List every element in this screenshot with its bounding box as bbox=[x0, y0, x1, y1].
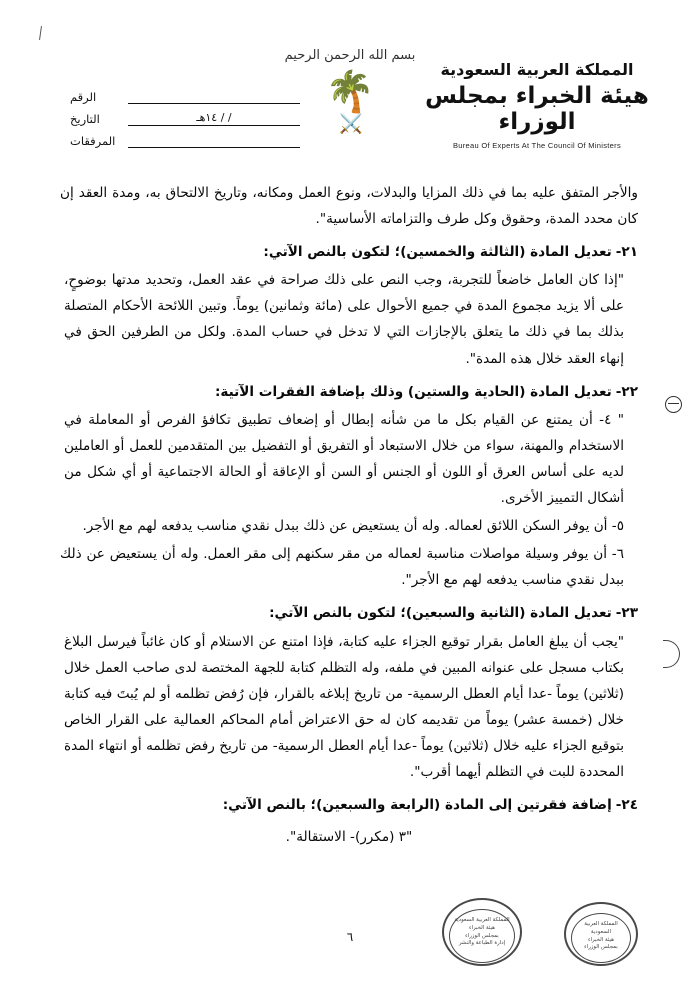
kingdom-title: المملكة العربية السعودية bbox=[440, 60, 634, 79]
field-row-number bbox=[70, 82, 300, 104]
clause-22-paragraph-5: ٥- أن يوفر السكن اللائق لعماله. وله أن يستعيض عن ذلك ببدل نقدي مناسب يدفعه لهم مع الأجر. bbox=[82, 518, 624, 535]
date-value: / / ١٤هـ bbox=[196, 111, 232, 124]
stamp-left-line-3: هيئة الخبراء bbox=[588, 936, 614, 943]
stamp-left-line-2: السعودية bbox=[590, 928, 612, 935]
palm-tree-icon: 🌴 bbox=[325, 69, 375, 115]
page-number: ٦ bbox=[346, 930, 354, 944]
stamp-left-line-4: بمجلس الوزراء bbox=[584, 944, 618, 951]
clause-24-title: إضافة فقرتين إلى المادة (الرابعة والسبعين)؛ بالنص الآتي: bbox=[222, 797, 612, 814]
official-stamp-left bbox=[564, 902, 638, 966]
clause-21-number: ٢١- bbox=[615, 244, 638, 261]
stamp-right-line-3: بمجلس الوزراء bbox=[465, 932, 499, 939]
clause-22-title: تعديل المادة (الحادية والستين) وذلك بإضافة الفقرات الآتية: bbox=[214, 383, 612, 400]
official-stamp-right-inner bbox=[449, 909, 515, 963]
document-header bbox=[0, 0, 700, 175]
basmala-text: بسم الله الرحمن الرحيم bbox=[284, 48, 416, 63]
stamp-left-line-1: المملكة العربية bbox=[584, 921, 618, 927]
crossed-swords-icon: ⚔️ bbox=[339, 113, 361, 135]
number-label: الرقم bbox=[70, 90, 97, 104]
bureau-title-arabic: هيئة الخبراء بمجلس الوزراء bbox=[425, 83, 649, 136]
bureau-title-english: Bureau Of Experts At The Council Of Ministers bbox=[452, 140, 621, 150]
organization-block bbox=[412, 60, 662, 150]
clause-23 bbox=[60, 600, 638, 626]
intro-paragraph: والأجر المتفق عليه بما في ذلك المزايا والبدلات، ونوع العمل ومكانه، وتاريخ الالتحاق به، ومدة العقد إن كان محدد المدة، وحقوق وكل طرف والتزاماته الأساسية". bbox=[60, 185, 638, 228]
official-stamp-right bbox=[442, 898, 522, 966]
margin-hook-mark bbox=[663, 640, 680, 668]
clause-21-title: تعديل المادة (الثالثة والخمسين)؛ لتكون بالنص الآتي: bbox=[263, 244, 612, 261]
stamp-right-line-4: إدارة الطباعة والنشر bbox=[458, 940, 506, 947]
clause-24-number: ٢٤- bbox=[615, 797, 638, 814]
clause-23-title: تعديل المادة (الثانية والسبعين)؛ لتكون بالنص الآتي: bbox=[269, 605, 612, 622]
clause-22-paragraph-4: " ٤- أن يمتنع عن القيام بكل ما من شأنه إبطال أو إضعاف تطبيق تكافؤ الفرص أو المعاملة في الاستخدام والمهنة، سواء من خلال الاستبعاد أو التفريق أو التفضيل بين المتقدمين للعمل أو العاملين لديه على أساس العرق أو اللون أو الجنس أو السن أو الإعاقة أو الحالة الاجتماعية أو أي شكل من أشكال التمييز الأخرى. bbox=[64, 411, 625, 507]
attachments-line bbox=[128, 134, 300, 148]
clause-23-number: ٢٣- bbox=[615, 605, 638, 622]
clause-23-paragraph-1: "يجب أن يبلغ العامل بقرار توقيع الجزاء عليه كتابة، فإذا امتنع عن الاستلام أو كان غائباً فيرسل البلاغ بكتاب مسجل على عنوانه المبين في ملفه، وله التظلم كتابة للجهة المختصة لدى صاحب العمل خلال (ثلاثين) يوماً -عدا أيام العطل الرسمية- من تاريخ إبلاغه بالقرار، فإن رُفض تظلمه أو لم يُبتَ فيه كتابة خلال (خمسة عشر) يوماً من تقديمه كان له حق الاعتراض أمام المحاكم العمالية على القرار الخاص بتوقيع الجزاء عليه خلال (ثلاثين) يوماً -عدا أيام العطل الرسمية- من تاريخ رفض تظلمه أو انتهاء المدة المحددة للبت في التظلم أيهما أقرب". bbox=[64, 633, 624, 780]
clause-22-number: ٢٢- bbox=[615, 383, 638, 400]
clause-22 bbox=[60, 379, 638, 405]
saudi-emblem bbox=[319, 70, 381, 158]
number-line bbox=[128, 90, 300, 104]
margin-circle-mark bbox=[665, 396, 682, 413]
stamp-right-line-1: المملكة العربية السعودية bbox=[454, 917, 510, 923]
document-body bbox=[60, 180, 638, 852]
clause-22-paragraph-6: ٦- أن يوفر وسيلة مواصلات مناسبة لعماله من مقر سكنهم إلى مقر العمل. وله أن يستعيض عن ذلك ببدل نقدي مناسب يدفعه لهم مع الأجر". bbox=[60, 546, 624, 589]
official-stamp-left-inner bbox=[571, 913, 631, 963]
attachments-label: المرفقات bbox=[70, 134, 116, 148]
clause-21-paragraph-1: "إذا كان العامل خاضعاً للتجربة، وجب النص على ذلك صراحة في عقد العمل، وتحديد مدتها بوضوحٍ، على ألا يزيد مجموع المدة في جميع الأحوال على (مائة وثمانين) يوماً. وتبين اللائحة الأحكام المتصلة بذلك بما في ذلك ما يتعلق بالإجازات التي لا تدخل في حساب المدة. ولكل من الطرفين الحق في إنهاء العقد خلال هذه المدة". bbox=[64, 272, 624, 367]
stamp-right-line-2: هيئة الخبراء bbox=[469, 924, 495, 931]
header-fields bbox=[70, 82, 300, 148]
clause-24 bbox=[60, 792, 638, 818]
field-row-date bbox=[70, 104, 300, 126]
field-row-attachments bbox=[70, 126, 300, 148]
clause-24-paragraph-1: "٣ (مكرر)- الاستقالة". bbox=[285, 829, 413, 846]
clause-21 bbox=[60, 239, 638, 265]
date-label: التاريخ bbox=[70, 112, 100, 126]
date-line bbox=[128, 112, 300, 126]
